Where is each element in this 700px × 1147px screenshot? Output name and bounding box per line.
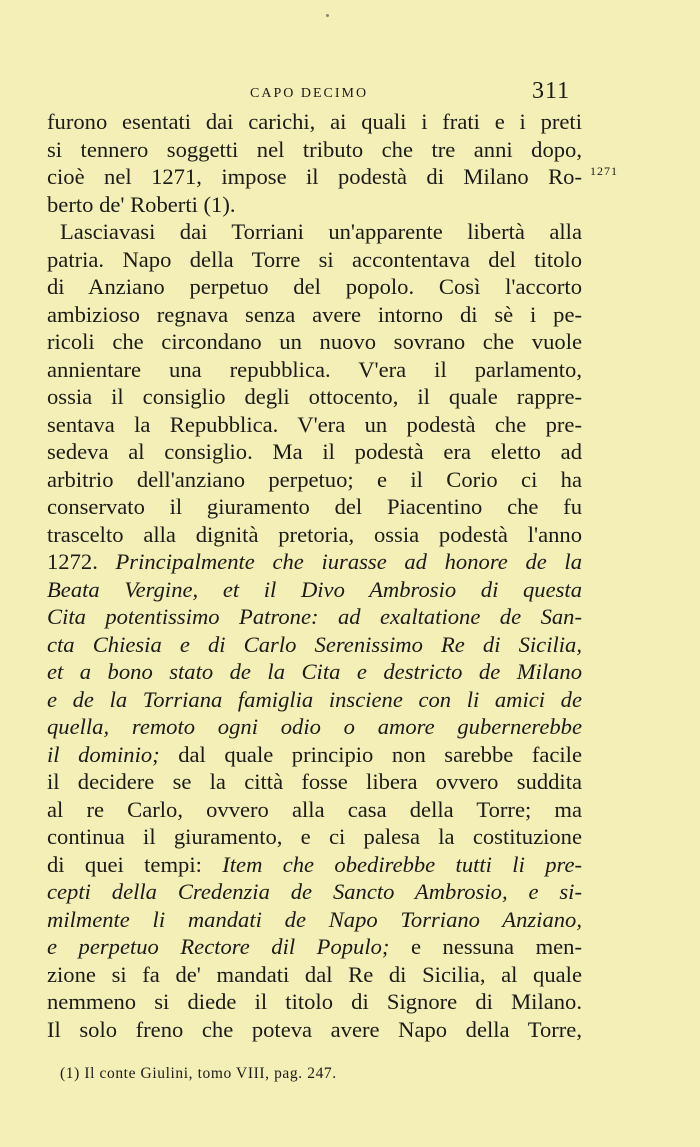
- text-line: cioè nel 1271, impose il podestà di Milano Ro-: [47, 164, 582, 189]
- text-line: arbitrio dell'anziano perpetuo; e il Corio ci ha: [47, 466, 582, 492]
- margin-year-note: 1271: [590, 164, 618, 178]
- text-line: il decidere se la città fosse libera ovvero suddita: [47, 769, 582, 794]
- text-line: zione si fa de' mandati dal Re di Sicilia, al quale: [47, 961, 582, 987]
- italic-quote-line: e de la Torriana famiglia insciene con li amici de: [47, 686, 582, 712]
- text-line: di Anziano perpetuo del popolo. Così l'accorto: [47, 274, 582, 299]
- italic-quote-line: quella, remoto ogni odio o amore gubernerebbe: [47, 714, 582, 739]
- text-line: al re Carlo, ovvero alla casa della Torre; ma: [47, 796, 582, 822]
- text-line: sentava la Repubblica. V'era un podestà che pre-: [47, 411, 582, 437]
- text-line: conservato il giuramento del Piacentino che fu: [47, 494, 582, 519]
- italic-quote-segment: il dominio;: [47, 741, 160, 767]
- text-line: patria. Napo della Torre si accontentava del titolo: [47, 246, 582, 272]
- text-line: sedeva al consiglio. Ma il podestà era eletto ad: [47, 439, 582, 464]
- text-line: si tennero soggetti nel tributo che tre anni dopo,: [47, 136, 582, 162]
- text-segment: 1272.: [47, 549, 116, 574]
- text-line-mixed: [47, 851, 582, 879]
- text-line-mixed: [47, 548, 582, 576]
- text-line: furono esentati dai carichi, ai quali i frati e i preti: [47, 109, 582, 134]
- text-line: berto de' Roberti (1).: [47, 191, 236, 217]
- italic-quote-line: Beata Vergine, et il Divo Ambrosio di questa: [47, 576, 582, 602]
- text-line: Il solo freno che poteva avere Napo della Torre,: [47, 1016, 582, 1042]
- text-line: ricoli che circondano un nuovo sovrano che vuole: [47, 329, 582, 354]
- italic-quote-line: cta Chiesia e di Carlo Serenissimo Re di Sicilia,: [47, 631, 582, 657]
- page-number: 311: [532, 78, 571, 104]
- italic-quote-line: cepti della Credenzia de Sancto Ambrosio, e si-: [47, 879, 582, 904]
- text-line: ossia il consiglio degli ottocento, il quale rappre-: [47, 384, 582, 409]
- text-line-mixed: [47, 741, 582, 769]
- italic-quote-line: Cita potentissimo Patrone: ad exaltatione de San-: [47, 604, 582, 629]
- text-line: trascelto alla dignità pretoria, ossia podestà l'anno: [47, 521, 582, 547]
- running-head: CAPO DECIMO: [250, 86, 369, 101]
- text-segment: di quei tempi:: [47, 851, 223, 877]
- text-line: annientare una repubblica. V'era il parlamento,: [47, 356, 582, 382]
- footnote: (1) Il conte Giulini, tomo VIII, pag. 247.: [60, 1065, 337, 1082]
- text-line: nemmeno si diede il titolo di Signore di Milano.: [47, 989, 582, 1014]
- text-line: Lasciavasi dai Torriani un'apparente libertà alla: [60, 219, 582, 244]
- italic-quote-segment: Principalmente che iurasse ad honore de la: [115, 549, 583, 574]
- text-line: ambizioso regnava senza avere intorno di sè i pe-: [47, 301, 582, 327]
- text-line-mixed: [47, 933, 582, 961]
- text-line: continua il giuramento, e ci palesa la costituzione: [47, 824, 582, 849]
- paper-speck: [326, 14, 329, 17]
- text-segment: dal quale principio non sarebbe facile: [159, 741, 582, 767]
- italic-quote-line: et a bono stato de la Cita e destricto de Milano: [47, 659, 582, 684]
- text-segment: e nessuna men-: [389, 934, 582, 959]
- italic-quote-segment: e perpetuo Rectore dil Populo;: [47, 934, 390, 959]
- italic-quote-segment: Item che obedirebbe tutti li pre-: [222, 851, 582, 877]
- body-text: [47, 108, 582, 1043]
- italic-quote-line: milmente li mandati de Napo Torriano Anziano,: [47, 906, 582, 932]
